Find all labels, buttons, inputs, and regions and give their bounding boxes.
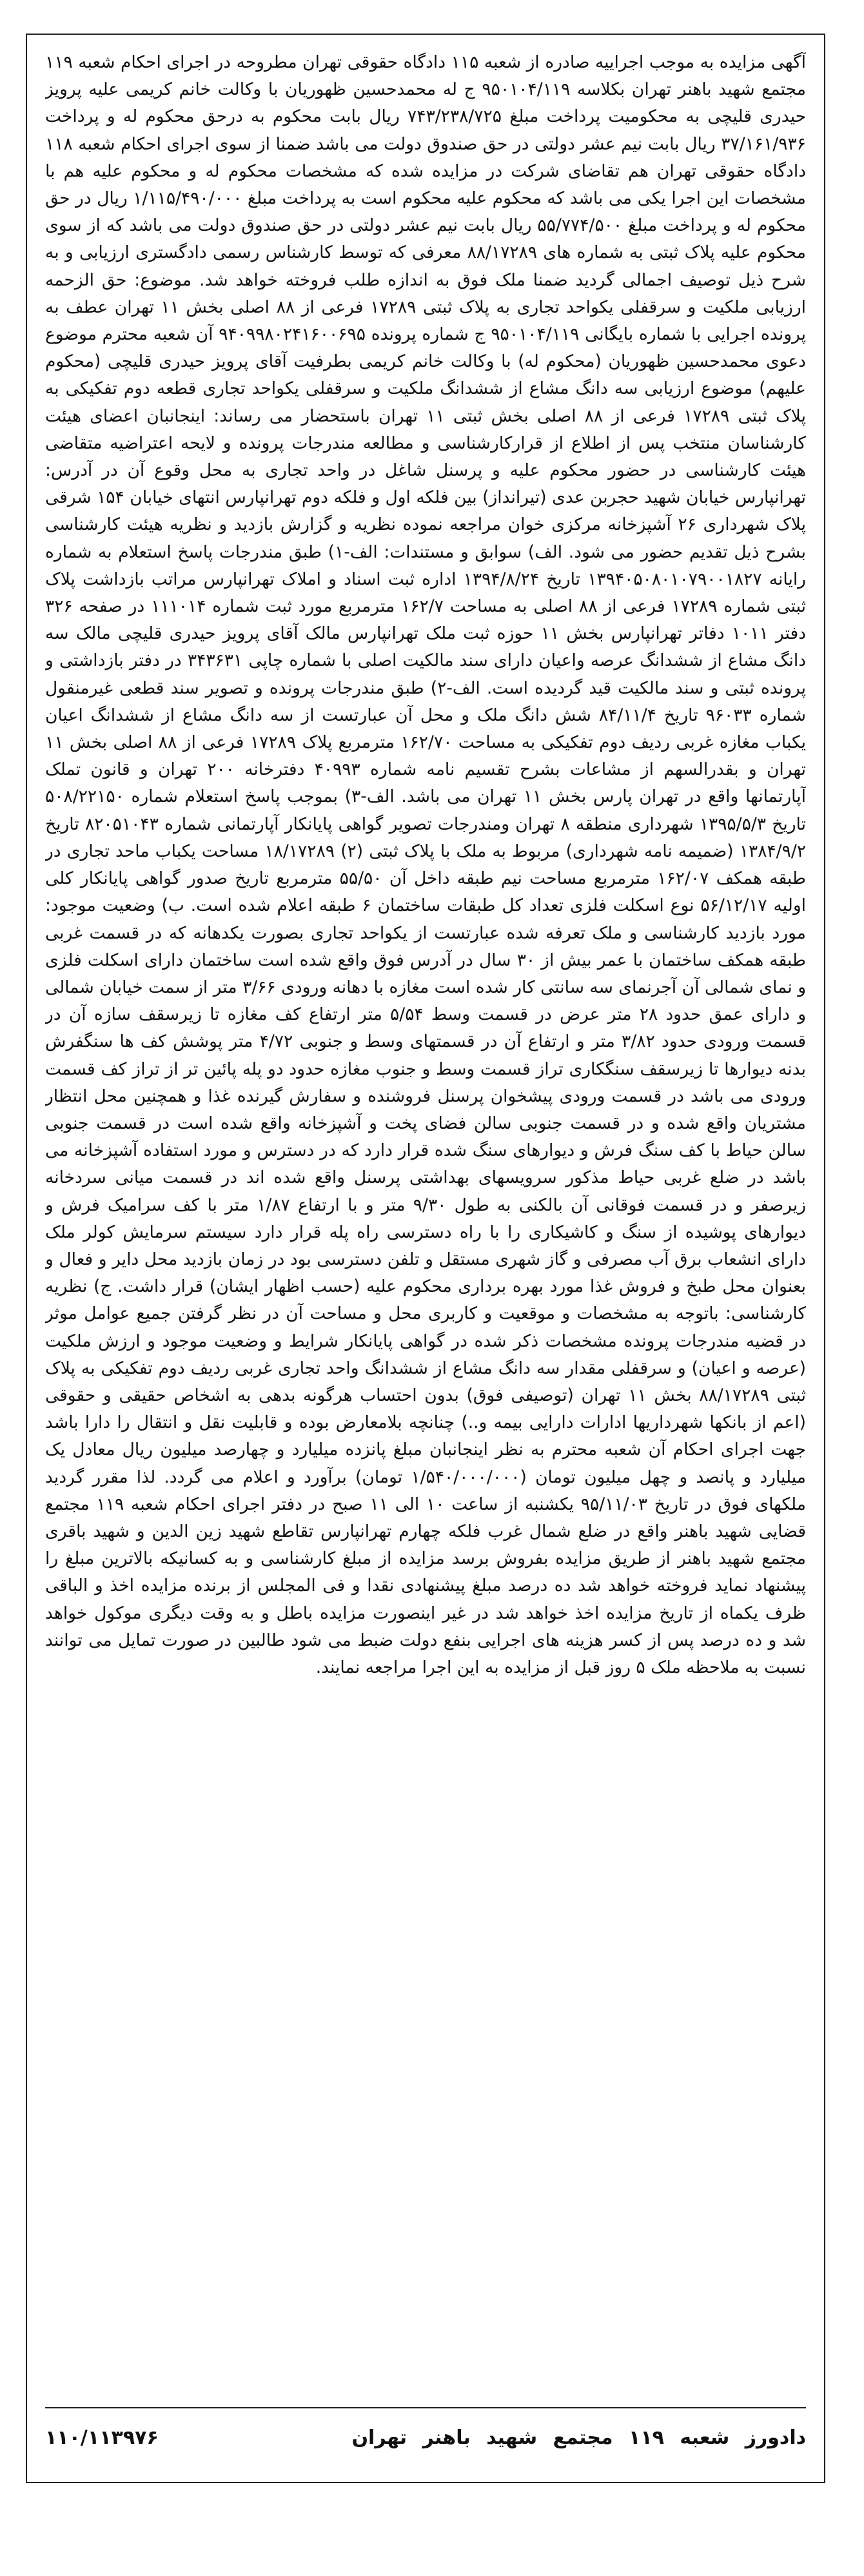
- notice-number: ۱۱۰/۱۱۳۹۷۶: [45, 2426, 159, 2449]
- notice-issuer: دادورز شعبه ۱۱۹ مجتمع شهید باهنر تهران: [351, 2426, 806, 2449]
- notice-paragraph: آگهی مزایده به موجب اجراییه صادره از شعبه ۱۱۵ دادگاه حقوقی تهران مطروحه در اجرای احکام شعبه ۱۱۹ مجتمع شهید باهنر تهران بکلاسه ۹۵۰۱۰۴/۱۱۹ ج له محمدحسین ظهوریان با وکالت خانم کریمی علیه پرویز حیدری قلیچی به محکومیت پرداخت مبلغ ۷۴۳/۲۳۸/۷۲۵ ریال بابت محکوم به درحق محکوم له و پرداخت ۳۷/۱۶۱/۹۳۶ ریال بابت نیم عشر دولتی در حق صندوق دولت می باشد ضمنا از سوی اجرای احکام شعبه ۱۱۸ دادگاه حقوقی تهران هم تقاضای شرکت در مزایده شده که مشخصات محکوم له و محکوم علیه هم با مشخصات این اجرا یکی می باشد که محکوم علیه محکوم است به پرداخت مبلغ ۱/۱۱۵/۴۹۰/۰۰۰ ریال در حق محکوم له و پرداخت مبلغ ۵۵/۷۷۴/۵۰۰ ریال بابت نیم عشر دولتی در حق صندوق دولت می باشد که از سوی محکوم علیه پلاک ثبتی به شماره های ۸۸/۱۷۲۸۹ معرفی که توسط کارشناس رسمی دادگستری ارزیابی و به شرح ذیل توصیف اجمالی گردید ضمنا ملک فوق به اندازه طلب فروخته خواهد شد. موضوع: حق الزحمه ارزیابی ملکیت و سرقفلی یکواحد تجاری به پلاک ثبتی ۱۷۲۸۹ فرعی از ۸۸ اصلی بخش ۱۱ تهران عطف به پرونده اجرایی با شماره بایگانی ۹۵۰۱۰۴/۱۱۹ ج شماره پرونده ۹۴۰۹۹۸۰۲۴۱۶۰۰۶۹۵ آن شعبه محترم موضوع دعوی محمدحسین ظهوریان (محکوم له) با وکالت خانم کریمی بطرفیت آقای پرویز حیدری قلیچی (محکوم علیهم) موضوع ارزیابی سه دانگ مشاع از ششدانگ ملکیت و سرقفلی یکواحد تجاری قطعه دوم تفکیکی به پلاک ثبتی ۱۷۲۸۹ فرعی از ۸۸ اصلی بخش ثبتی ۱۱ تهران باستحضار می رساند: اینجانبان اعضای هیئت کارشناسان منتخب پس از اطلاع از قرارکارشناسی و مطالعه مندرجات پرونده و لایحه اعتراضیه متقاضی هیئت کارشناسی در حضور محکوم علیه و پرسنل شاغل در واحد تجاری به محل وقوع آن در آدرس: تهرانپارس خیابان شهید حجربن عدی (تیرانداز) بین فلکه اول و فلکه دوم تهرانپارس انتهای خیابان ۱۵۴ شرقی پلاک شهرداری ۲۶ آشپزخانه مرکزی خوان مراجعه نموده نظریه و گزارش بازدید و نظریه هیئت کارشناسی بشرح ذیل تقدیم حضور می شود. الف) سوابق و مستندات: الف-۱) طبق مندرجات پاسخ استعلام به شماره رایانه ۱۳۹۴۰۵۰۸۰۱۰۷۹۰۰۱۸۲۷ تاریخ ۱۳۹۴/۸/۲۴ اداره ثبت اسناد و املاک تهرانپارس مراتب بازداشت پلاک ثبتی شماره ۱۷۲۸۹ فرعی از ۸۸ اصلی به مساحت ۱۶۲/۷ مترمربع مورد ثبت شماره ۱۱۱۰۱۴ در صفحه ۳۲۶ دفتر ۱۰۱۱ دفاتر تهرانپارس بخش ۱۱ حوزه ثبت ملک تهرانپارس مالک آقای پرویز حیدری قلیچی مالک سه دانگ مشاع از ششدانگ عرصه واعیان دارای سند مالکیت اصلی با شماره چاپی ۳۴۳۶۳۱ در دفتر بازداشتی و پرونده ثبتی و سند مالکیت قید گردیده است. الف-۲) طبق مندرجات پرونده و تصویر سند قطعی غیرمنقول شماره ۹۶۰۳۳ تاریخ ۸۴/۱۱/۴ شش دانگ ملک و محل آن عبارتست از سه دانگ مشاع از ششدانگ اعیان یکباب مغازه غربی ردیف دوم تفکیکی به مساحت ۱۶۲/۷۰ مترمربع پلاک ۱۷۲۸۹ فرعی از ۸۸ اصلی بخش ۱۱ تهران و بقدرالسهم از مشاعات بشرح تقسیم نامه شماره ۴۰۹۹۳ دفترخانه ۲۰۰ تهران و قانون تملک آپارتمانها واقع در تهران پارس بخش ۱۱ تهران می باشد. الف-۳) بموجب پاسخ استعلام شماره ۵۰۸/۲۲۱۵۰ تاریخ ۱۳۹۵/۵/۳ شهرداری منطقه ۸ تهران ومندرجات تصویر گواهی پایانکار آپارتمانی شماره ۸۲۰۵۱۰۴۳ تاریخ ۱۳۸۴/۹/۲ (ضمیمه نامه شهرداری) مربوط به ملک با پلاک ثبتی (۲) ۱۸/۱۷۲۸۹ مساحت یکباب ماحد تجاری در طبقه همکف ۱۶۲/۰۷ مترمربع مساحت نیم طبقه داخل آن ۵۵/۵۰ مترمربع تاریخ صدور گواهی پایانکار کلی اولیه ۵۶/۱۲/۱۷ نوع اسکلت فلزی تعداد کل طبقات ساختمان ۶ طبقه اعلام شده است. ب) وضعیت موجود: مورد بازدید کارشناسی و ملک تعرفه شده عبارتست از یکواحد تجاری بصورت یکدهانه که در قسمت غربی طبقه همکف ساختمان با عمر بیش از ۳۰ سال در آدرس فوق واقع شده است ساختمان دارای اسکلت فلزی و نمای شمالی آن آجرنمای سه سانتی کار شده است مغازه با دهانه ورودی ۳/۶۶ متر از سمت خیابان شمالی و دارای عمق حدود ۲۸ متر عرض در قسمت وسط ۵/۵۴ متر ارتفاع کف مغازه تا زیرسقف سازه آن در قسمت ورودی حدود ۳/۸۲ متر و ارتفاع آن در قسمتهای وسط و جنوبی ۴/۷۲ متر پوشش کف ها سنگفرش بدنه دیوارها تا زیرسقف سنگکاری تراز قسمت وسط و جنوب مغازه حدود دو پله پائین تر از تراز کف قسمت ورودی می باشد در قسمت ورودی پیشخوان پرسنل فروشنده و سفارش گیرنده غذا و همچنین محل انتظار مشتریان واقع شده و در قسمت جنوبی سالن فضای پخت و آشپزخانه واقع شده است در قسمت جنوبی سالن حیاط با کف سنگ فرش و دیوارهای سنگ شده قرار دارد که در دسترس و مورد استفاده آشپزخانه می باشد در ضلع غربی حیاط مذکور سرویسهای بهداشتی پرسنل واقع شده اند در قسمت میانی سردخانه زیرصفر و در قسمت فوقانی آن بالکنی به طول ۹/۳۰ متر و با ارتفاع ۱/۸۷ متر با کف سرامیک فرش و دیوارهای پوشیده از سنگ و کاشیکاری را با راه دسترسی راه پله قرار دارد سیستم سرمایش کولر ملک دارای انشعاب برق آب مصرفی و گاز شهری مستقل و تلفن دسترسی بود در زمان بازدید محل دایر و فعال و بعنوان محل طبخ و فروش غذا مورد بهره برداری محکوم علیه (حسب اظهار ایشان) قرار داشت. ج) نظریه کارشناسی: باتوجه به مشخصات و موقعیت و کاربری محل و مساحت آن در نظر گرفتن جمیع عوامل موثر در قضیه مندرجات پرونده مشخصات ذکر شده در گواهی پایانکار شرایط و وضعیت موجود و ارزش ملکیت (عرصه و اعیان) و سرقفلی مقدار سه دانگ مشاع از ششدانگ واحد تجاری غربی ردیف دوم تفکیکی به پلاک ثبتی ۸۸/۱۷۲۸۹ بخش ۱۱ تهران (توصیفی فوق) بدون احتساب هرگونه بدهی به اشخاص حقیقی و حقوقی (اعم از بانکها شهرداریها ادارات دارایی بیمه و..) چنانچه بلامعارض بوده و قابلیت نقل و انتقال را دارا باشد جهت اجرای احکام آن شعبه محترم به نظر اینجانبان مبلغ پانزده میلیارد و چهارصد میلیون ریال معادل یک میلیارد و پانصد و چهل میلیون تومان (۱/۵۴۰/۰۰۰/۰۰۰ تومان) برآورد و اعلام می گردد. لذا مقرر گردید ملکهای فوق در تاریخ ۹۵/۱۱/۰۳ یکشنبه از ساعت ۱۰ الی ۱۱ صبح در دفتر اجرای احکام شعبه ۱۱۹ مجتمع قضایی شهید باهنر واقع در ضلع شمال غرب فلکه چهارم تهرانپارس تقاطع شهید زین الدین و شهید باقری مجتمع شهید باهنر از طریق مزایده بفروش برسد مزایده از مبلغ کارشناسی و به کسانیکه بالاترین مبلغ را پیشنهاد نماید فروخته خواهد شد ده درصد مبلغ پیشنهادی نقدا و فی المجلس از برنده مزایده اخذ و الباقی ظرف یکماه از تاریخ مزایده اخذ خواهد شد در غیر اینصورت مزایده باطل و به وقت دیگری موکول خواهد شد و ده درصد پس از کسر هزینه های اجرایی بنفع دولت ضبط می شود طالبین در صورت تمایل می توانند نسبت به ملاحظه ملک ۵ روز قبل از مزایده به این اجرا مراجعه نمایند.: [45, 52, 806, 1677]
- notice-footer: [45, 2407, 806, 2466]
- notice-body: [45, 49, 806, 2385]
- legal-notice-box: [26, 34, 825, 2483]
